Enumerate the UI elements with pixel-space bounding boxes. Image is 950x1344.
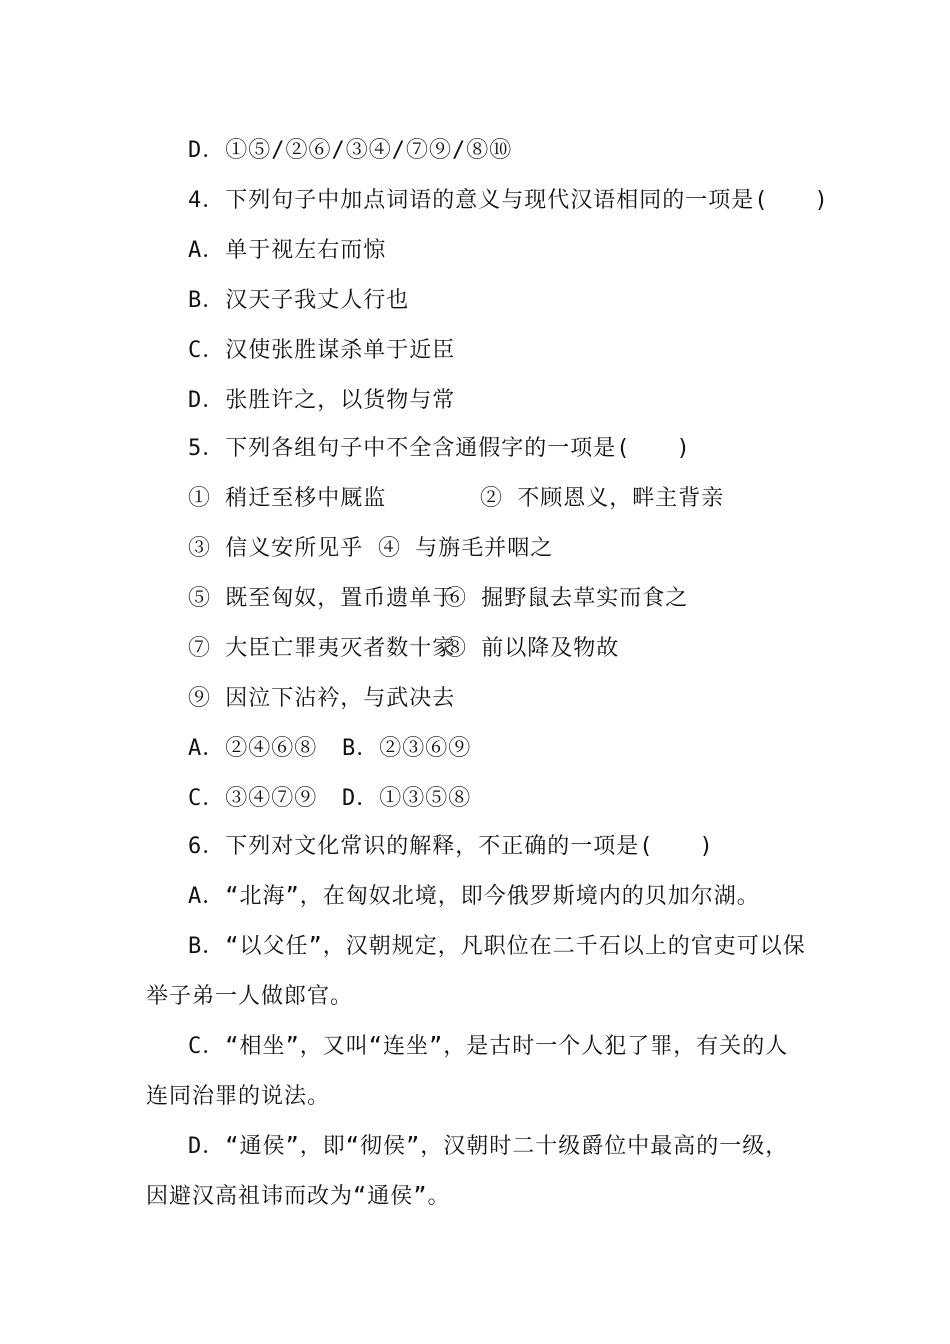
q5-option-b: B．②③⑥⑨ bbox=[342, 736, 472, 761]
q6-stem: 6．下列对文化常识的解释，不正确的一项是( ) bbox=[188, 834, 714, 859]
q5-item-9: ⑨ 因泣下沾衿，与武决去 bbox=[188, 686, 456, 711]
q4-stem: 4．下列句子中加点词语的意义与现代汉语相同的一项是( ) bbox=[188, 188, 829, 213]
q5-item-3: ③ 信义安所见乎 bbox=[188, 536, 364, 561]
q4-option-b: B．汉天子我丈人行也 bbox=[188, 288, 410, 313]
q4-option-c: C．汉使张胜谋杀单于近臣 bbox=[188, 338, 456, 363]
q3-option-d: D．①⑤/②⑥/③④/⑦⑨/⑧⑩ bbox=[188, 138, 513, 163]
q5-option-a: A．②④⑥⑧ bbox=[188, 736, 318, 761]
q5-item-8: ⑧ 前以降及物故 bbox=[444, 636, 620, 661]
q5-item-1: ① 稍迁至栘中厩监 bbox=[188, 486, 387, 511]
q5-item-2: ② 不顾恩义，畔主背亲 bbox=[480, 486, 725, 511]
q6-option-d-line1: D．“通侯”，即“彻侯”，汉朝时二十级爵位中最高的一级， bbox=[188, 1134, 789, 1159]
q5-stem: 5．下列各组句子中不全含通假字的一项是( ) bbox=[188, 436, 691, 461]
q6-option-b-line2: 举子弟一人做郎官。 bbox=[146, 984, 354, 1009]
q5-item-5: ⑤ 既至匈奴，置币遗单于 bbox=[188, 586, 456, 611]
q5-option-d: D．①③⑤⑧ bbox=[342, 786, 472, 811]
q5-item-4: ④ 与旃毛并咽之 bbox=[378, 536, 554, 561]
q4-option-d: D．张胜许之，以货物与常 bbox=[188, 388, 456, 413]
q6-option-c-line2: 连同治罪的说法。 bbox=[146, 1084, 331, 1109]
q6-option-a: A．“北海”，在匈奴北境，即今俄罗斯境内的贝加尔湖。 bbox=[188, 884, 760, 909]
q6-option-c-line1: C．“相坐”，又叫“连坐”，是古时一个人犯了罪，有关的人 bbox=[188, 1034, 789, 1059]
q5-item-7: ⑦ 大臣亡罪夷灭者数十家 bbox=[188, 636, 456, 661]
q5-option-c: C．③④⑦⑨ bbox=[188, 786, 318, 811]
q6-option-b-line1: B．“以父任”，汉朝规定，凡职位在二千石以上的官吏可以保 bbox=[188, 934, 806, 959]
q4-option-a: A．单于视左右而惊 bbox=[188, 238, 387, 263]
q6-option-d-line2: 因避汉高祖讳而改为“通侯”。 bbox=[146, 1184, 451, 1209]
q5-item-6: ⑥ 掘野鼠去草实而食之 bbox=[444, 586, 689, 611]
